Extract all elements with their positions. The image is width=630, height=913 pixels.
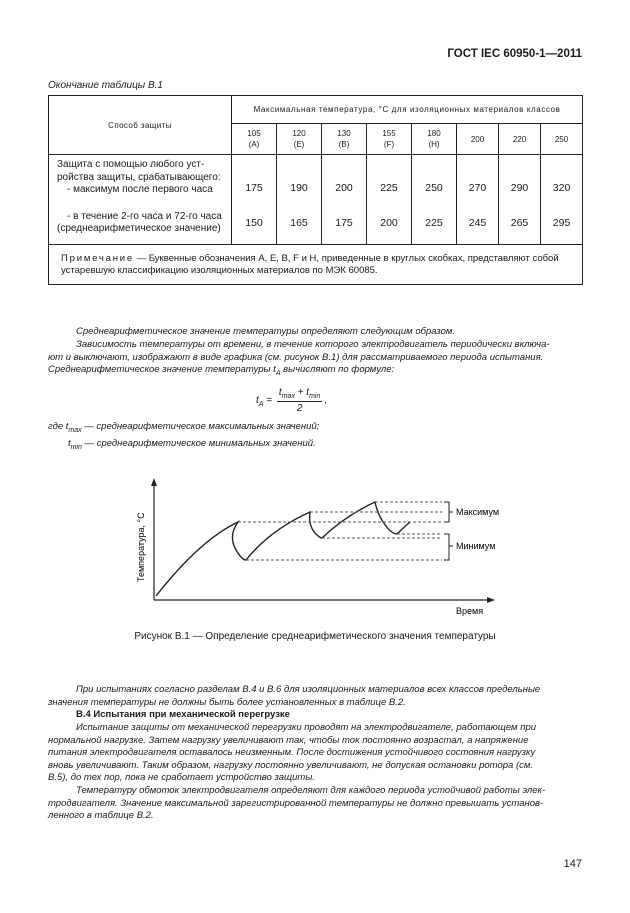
class-header: 120 (E) — [277, 124, 322, 155]
value-cell: 290 265 — [499, 155, 541, 245]
temperature-curve — [156, 502, 410, 596]
class-header: 130 (B) — [322, 124, 367, 155]
x-axis-label: Время — [456, 606, 484, 616]
mean-temperature-formula: $t_A$ = $\frac{t_{max} + t_{min}}{2}$ , — [256, 387, 328, 414]
paragraph-winding-temperature: Температуру обмоток электродвигателя определяют для каждого периода устойчивой работы элек- тродвигателя. Значение максимальной зарегистрированной температуры не должно превышать установ- ленного в таблице В.2. — [48, 785, 546, 821]
y-axis-arrow — [151, 478, 157, 486]
paragraph-intro: Среднеарифметическое значение температуры определяют следующим образом. — [76, 326, 456, 337]
table-note: Примечание — Буквенные обозначения A, E, B, F и H, приведенные в круглых скобках, представляют собой устаревшую классификацию изоляционных материалов по МЭК 60085. — [49, 245, 583, 285]
x-axis-arrow — [487, 597, 495, 603]
max-label: Максимум — [456, 507, 500, 517]
table-caption: Окончание таблицы В.1 — [48, 80, 163, 91]
class-header: 105 (A) — [232, 124, 277, 155]
paragraph-overload-test: Испытание защиты от механической перегрузки проводят на электродвигателе, работающем при нормальной нагрузке. Затем нагрузку увеличивают так, чтобы ток постоянно возрастал, а напряжение питания электродвигателя оставалось неизменным. После достижения устойчивого состояния нагрузку вновь увеличивают. Таким образом, нагрузку постоянно увеличивают, не допуская остановки ротора (см. В.5), до тех пор, пока не сработает устройство защиты. — [48, 722, 537, 783]
value-cell: 225 200 — [367, 155, 412, 245]
standard-header: ГОСТ IEC 60950-1—2011 — [447, 48, 582, 60]
value-cell: 250 225 — [412, 155, 457, 245]
temperature-table — [48, 95, 583, 285]
value-cell: 320 295 — [541, 155, 583, 245]
figure-caption: Рисунок В.1 — Определение среднеарифметического значения температуры — [134, 631, 496, 642]
value-cell: 200 175 — [322, 155, 367, 245]
value-cell: 270 245 — [457, 155, 499, 245]
min-bracket — [444, 534, 453, 560]
temperature-group-header: Максимальная температура, °С для изоляционных материалов классов — [232, 96, 583, 124]
value-cell: 175 150 — [232, 155, 277, 245]
temperature-time-figure — [120, 478, 540, 618]
class-header: 155 (F) — [367, 124, 412, 155]
section-heading: В.4 Испытания при механической перегрузке — [76, 709, 290, 720]
y-axis-label: Температура, °С — [136, 512, 146, 582]
variable-definitions: где $t_{max}$ — среднеарифметическое максимальных значений; $t_{min}$ — среднеарифметическое минимальных значений. — [48, 421, 320, 451]
method-header: Способ защиты — [49, 96, 232, 155]
class-header: 200 — [457, 124, 499, 155]
paragraph-method: Зависимость температуры от времени, в течение которого электродвигатель периодически включа- ют и выключают, изображают в виде графика (см. рисунок В.1) для рассматриваемого периода испытания. Среднеарифметическое значение температуры $t_A$ вычисляют по формуле: — [48, 339, 550, 377]
paragraph-limits: При испытаниях согласно разделам В.4 и В.6 для изоляционных материалов всех классов предельные значения температуры не должны быть более установленных в таблице В.2. — [48, 684, 541, 708]
value-cell: 190 165 — [277, 155, 322, 245]
max-bracket — [444, 502, 453, 522]
class-header: 250 — [541, 124, 583, 155]
page-number: 147 — [563, 858, 582, 870]
min-label: Минимум — [456, 541, 496, 551]
method-cell: Защита с помощью любого уст- ройства защиты, срабатывающего: - максимум после первого часа - в течение 2-го часа и 72-го часа (среднеарифметическое значение) — [49, 155, 232, 245]
class-header: 180 (H) — [412, 124, 457, 155]
class-header: 220 — [499, 124, 541, 155]
